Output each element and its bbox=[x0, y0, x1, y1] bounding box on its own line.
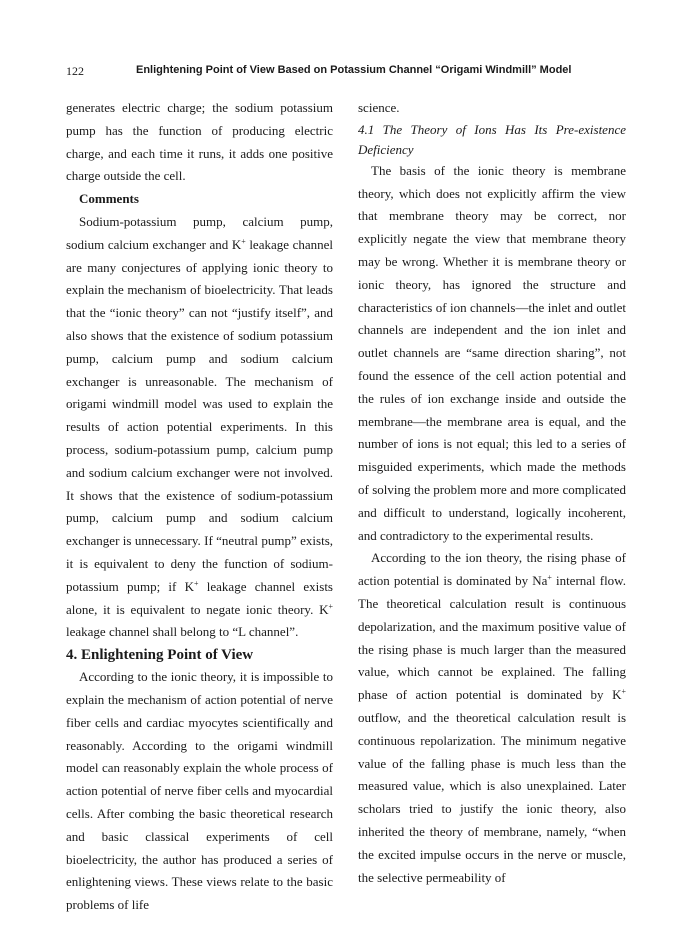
page-number: 122 bbox=[66, 64, 84, 78]
subsection-heading: 4.1 The Theory of Ions Has Its Pre-existence Deficiency bbox=[358, 121, 626, 157]
body-paragraph: The basis of the ionic theory is membrane theory, which does not explicitly affirm the view that membrane theory may be correct, nor explicitly negate the view that membrane theory may be wrong. Whether it is membrane theory or ionic theory, has ignored the structure and characteristics of ion channels—the inlet and outlet channels are independent and the ion inlet and outlet channels are “same direction sharing”, not found the essence of the cell action potential and the rules of ion exchange inside and outside the membrane—the membrane area is equal, and the number of ions is not equal; this led to a series of misguided experiments, which made the methods of solving the problem more and more complicated and difficult to understand, logically incoherent, and contradictory to the experimental results. bbox=[358, 162, 626, 543]
comments-heading: Comments bbox=[79, 191, 139, 207]
superscript: + bbox=[621, 687, 626, 697]
running-title: Enlightening Point of View Based on Potassium Channel “Origami Windmill” Model bbox=[136, 64, 572, 76]
superscript: + bbox=[328, 601, 333, 611]
paragraph-continued: science. bbox=[358, 100, 400, 115]
text-run: Sodium-potassium pump, calcium pump, sodium calcium exchanger and K bbox=[66, 213, 333, 252]
text-run: outflow, and the theoretical calculation result is continuous repolarization. The minimum negative value of the falling phase is much less than the measured value, which is also unexplained. Later scholars tried to justify the ionic theory, also inherited the theory of membrane, namely, “when the excited impulse occurs in the nerve or muscle, the selective permeability of bbox=[358, 709, 626, 885]
text-run: leakage channel are many conjectures of applying ionic theory to explain the mechanism of bioelectricity. That leads that the “ionic theory” can not “justify itself”, and also shows that the existence of sodium potassium pump, calcium pump and sodium calcium exchanger is unreasonable. The mechanism of origami windmill model was used to explain the results of action potential experiments. In this process, sodium-potassium pump, calcium pump and sodium calcium exchanger were not involved. It shows that the existence of sodium-potassium pump, calcium pump and sodium calcium exchanger is unnecessary. If “neutral pump” exists, it is equivalent to deny the function of sodium-potassium pump; if K bbox=[66, 236, 333, 594]
text-run: leakage channel shall belong to “L channel”. bbox=[66, 624, 299, 640]
text-run: According to the ion theory, the rising phase of action potential is dominated by Na bbox=[358, 550, 626, 589]
text-run: leakage channel exists alone, it is equivalent to negate ionic theory. K bbox=[66, 578, 333, 617]
section-heading: 4. Enlightening Point of View bbox=[66, 647, 254, 664]
superscript: + bbox=[194, 578, 199, 588]
section-paragraph: According to the ionic theory, it is impossible to explain the mechanism of action potential of nerve fiber cells and cardiac myocytes scientifically and reasonably. According to the origami windmill model can reasonably explain the whole process of action potential of nerve fiber cells and myocardial cells. After combing the basic theoretical research and basic classical experiments of cell bioelectricity, the author has produced a series of enlightening views. These views relate to the basic problems of life bbox=[66, 669, 333, 913]
right-column bbox=[358, 97, 626, 889]
comments-paragraph bbox=[66, 211, 333, 644]
superscript: + bbox=[547, 573, 552, 583]
superscript: + bbox=[241, 236, 246, 246]
text-run: internal flow. The theoretical calculation result is continuous depolarization, and the maximum positive value of the rising phase is much larger than the measured value, which cannot be explained. The falling phase of action potential is dominated by K bbox=[358, 573, 626, 703]
left-column bbox=[66, 97, 333, 917]
body-paragraph bbox=[358, 547, 626, 889]
page-header bbox=[66, 64, 626, 82]
paragraph-continued: generates electric charge; the sodium potassium pump has the function of producing electric charge, and each time it runs, it adds one positive charge outside the cell. bbox=[66, 100, 333, 184]
